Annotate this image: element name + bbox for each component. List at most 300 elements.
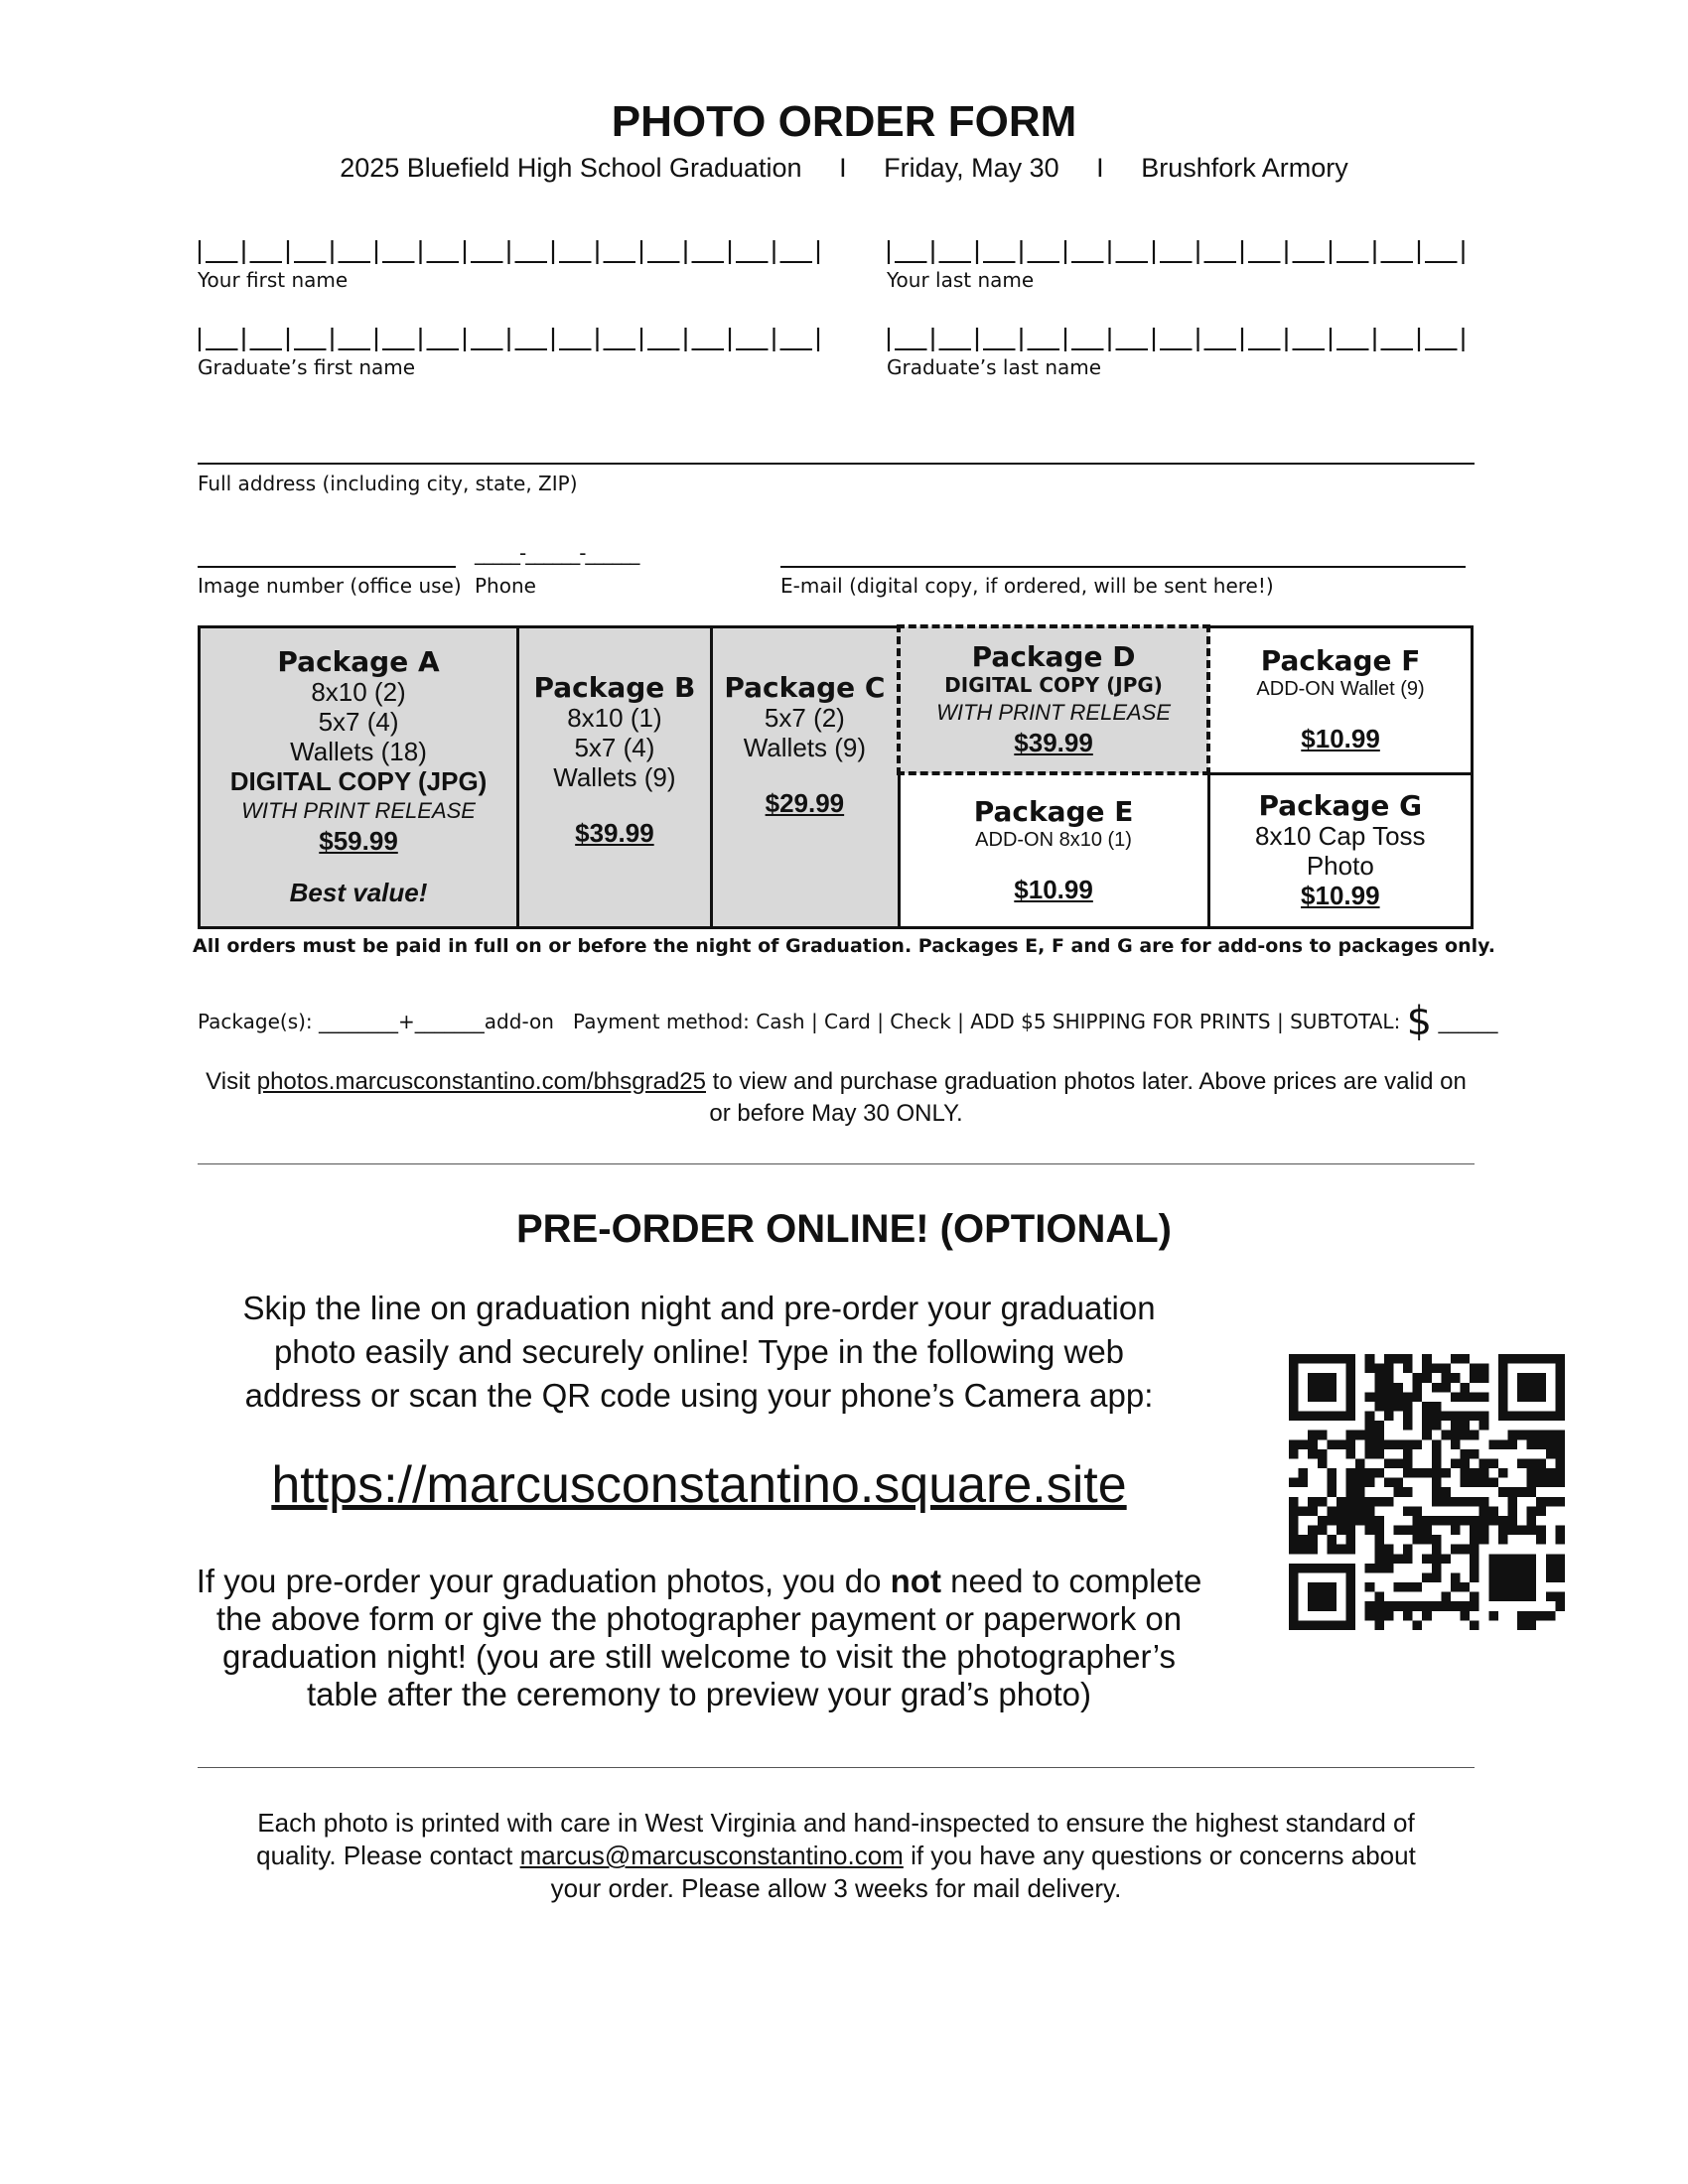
event-subtitle <box>0 153 1688 184</box>
qr-module <box>1365 1431 1375 1440</box>
qr-module <box>1365 1392 1375 1402</box>
qr-module <box>1393 1601 1403 1611</box>
package-f-item: ADD-ON Wallet (9) <box>1256 678 1425 701</box>
qr-module <box>1346 1564 1356 1630</box>
qr-module <box>1451 1601 1461 1611</box>
qr-module <box>1479 1478 1489 1488</box>
package-d-release: WITH PRINT RELEASE <box>936 700 1172 726</box>
qr-module <box>1422 1468 1432 1478</box>
qr-module <box>1327 1468 1336 1478</box>
qr-module <box>1365 1478 1375 1488</box>
qr-module <box>1403 1554 1413 1564</box>
package-item: 5x7 (2) <box>764 702 845 733</box>
footer-line: quality. Please contact <box>256 1841 513 1870</box>
qr-module <box>1422 1431 1432 1440</box>
grad-last-name-boxes[interactable] <box>887 326 1473 355</box>
qr-module <box>1403 1354 1413 1364</box>
qr-module <box>1546 1564 1556 1573</box>
qr-module <box>1318 1516 1328 1526</box>
qr-module <box>1527 1516 1537 1526</box>
qr-module <box>1461 1421 1471 1431</box>
package-blank[interactable]: ________ <box>319 1010 399 1033</box>
qr-module <box>1546 1572 1556 1582</box>
event-date: Friday, May 30 <box>884 153 1059 183</box>
qr-module <box>1441 1468 1451 1478</box>
qr-module <box>1289 1439 1299 1449</box>
qr-module <box>1536 1468 1546 1478</box>
qr-module <box>1479 1506 1489 1516</box>
qr-module <box>1517 1487 1527 1497</box>
qr-module <box>1536 1478 1546 1488</box>
qr-module <box>1365 1468 1375 1478</box>
dollar-sign: $ <box>1406 999 1433 1044</box>
plus-sign: + <box>398 1010 415 1033</box>
package-c-price: $29.99 <box>765 787 845 818</box>
contact-email-link[interactable]: marcus@marcusconstantino.com <box>519 1841 904 1870</box>
qr-module <box>1384 1458 1394 1468</box>
qr-module <box>1432 1535 1442 1545</box>
separator: I <box>839 153 847 183</box>
qr-module <box>1374 1545 1384 1555</box>
qr-module <box>1517 1373 1546 1402</box>
qr-module <box>1308 1506 1318 1516</box>
qr-module <box>1384 1354 1394 1364</box>
qr-module <box>1355 1497 1365 1507</box>
package-c-name: Package C <box>724 670 886 704</box>
body-text: need to complete <box>950 1563 1202 1599</box>
qr-module <box>1346 1516 1356 1526</box>
qr-module <box>1422 1572 1432 1582</box>
qr-module <box>1432 1545 1442 1555</box>
qr-module <box>1327 1545 1336 1555</box>
qr-module <box>1403 1449 1413 1459</box>
qr-module <box>1413 1383 1423 1393</box>
qr-module <box>1451 1412 1461 1422</box>
qr-module <box>1479 1497 1489 1507</box>
qr-module <box>1555 1458 1565 1468</box>
qr-module <box>1461 1545 1471 1555</box>
qr-module <box>1432 1497 1442 1507</box>
package-f-name: Package F <box>1260 644 1421 678</box>
visit-prefix: Visit <box>206 1068 251 1095</box>
qr-module <box>1422 1354 1432 1364</box>
footer-text <box>198 1807 1475 1905</box>
package-a-price: $59.99 <box>319 825 398 856</box>
qr-module <box>1470 1468 1479 1478</box>
qr-module <box>1384 1611 1394 1621</box>
package-e[interactable] <box>899 773 1208 927</box>
qr-module <box>1451 1516 1461 1526</box>
qr-module <box>1441 1431 1451 1440</box>
qr-module <box>1374 1554 1384 1564</box>
qr-module <box>1470 1431 1479 1440</box>
package-a-digital: DIGITAL COPY (JPG) <box>229 765 488 796</box>
qr-module <box>1289 1564 1299 1630</box>
qr-module <box>1546 1497 1556 1507</box>
qr-module <box>1555 1592 1565 1602</box>
qr-module <box>1346 1506 1356 1516</box>
qr-module <box>1517 1611 1527 1621</box>
qr-module <box>1461 1412 1471 1422</box>
event-name: 2025 Bluefield High School Graduation <box>340 153 802 183</box>
footer-line: if you have any questions or concerns about <box>911 1841 1416 1870</box>
best-value-tag: Best value! <box>289 877 428 907</box>
qr-module <box>1393 1582 1403 1592</box>
qr-module <box>1403 1392 1413 1402</box>
package-f[interactable] <box>1208 626 1472 773</box>
qr-module <box>1422 1373 1432 1383</box>
last-name-boxes[interactable] <box>887 238 1473 268</box>
qr-module <box>1318 1431 1328 1440</box>
packages-table <box>198 624 1474 929</box>
qr-module <box>1393 1526 1403 1536</box>
qr-module <box>1461 1611 1471 1621</box>
package-d-digital: DIGITAL COPY (JPG) <box>944 673 1163 698</box>
package-g-name: Package G <box>1258 788 1423 822</box>
image-number-label: Image number (office use) <box>198 574 462 598</box>
qr-module <box>1403 1611 1413 1621</box>
qr-module <box>1299 1468 1309 1478</box>
qr-module <box>1441 1412 1451 1422</box>
qr-module <box>1451 1421 1461 1431</box>
qr-module <box>1413 1506 1423 1516</box>
qr-module <box>1488 1506 1498 1516</box>
qr-module <box>1555 1572 1565 1582</box>
qr-module <box>1461 1383 1471 1393</box>
phone-field[interactable]: _____-______-______ <box>475 541 639 565</box>
qr-module <box>1384 1383 1394 1393</box>
qr-module <box>1555 1478 1565 1488</box>
qr-module <box>1308 1545 1318 1555</box>
qr-module <box>1498 1526 1508 1536</box>
qr-module <box>1536 1497 1546 1507</box>
qr-module <box>1441 1383 1451 1393</box>
package-d-name: Package D <box>971 640 1136 674</box>
qr-module <box>1470 1554 1479 1564</box>
qr-module <box>1413 1439 1423 1449</box>
qr-module <box>1365 1364 1375 1374</box>
qr-module <box>1289 1497 1299 1507</box>
package-g-item: 8x10 Cap Toss <box>1255 820 1426 851</box>
qr-module <box>1289 1449 1299 1459</box>
qr-module <box>1365 1421 1375 1431</box>
email-line[interactable] <box>780 566 1466 568</box>
addon-label: add-on <box>484 1010 554 1033</box>
last-name-label: Your last name <box>887 268 1035 292</box>
qr-module <box>1413 1582 1423 1592</box>
qr-module <box>1299 1535 1309 1545</box>
qr-module <box>1384 1478 1394 1488</box>
body-text: If you pre-order your graduation photos, you do <box>196 1563 882 1599</box>
package-b-name: Package B <box>533 670 696 704</box>
first-name-label: Your first name <box>198 268 349 292</box>
qr-module <box>1318 1497 1328 1507</box>
qr-module <box>1432 1478 1442 1488</box>
address-label: Full address (including city, state, ZIP) <box>198 472 578 495</box>
qr-module <box>1327 1506 1336 1516</box>
qr-module <box>1461 1431 1471 1440</box>
qr-module <box>1299 1506 1309 1516</box>
qr-module <box>1299 1439 1309 1449</box>
qr-module <box>1527 1506 1537 1516</box>
qr-module <box>1384 1601 1394 1611</box>
qr-module <box>1441 1487 1451 1497</box>
package-g-item: Photo <box>1306 850 1374 881</box>
qr-module <box>1432 1554 1442 1564</box>
qr-module <box>1374 1421 1384 1431</box>
qr-module <box>1527 1478 1537 1488</box>
qr-module <box>1546 1592 1556 1602</box>
intro-line: Skip the line on graduation night and pre-order your graduation <box>242 1290 1156 1326</box>
grad-first-name-label: Graduate’s first name <box>198 355 416 379</box>
qr-module <box>1289 1354 1299 1421</box>
qr-module <box>1498 1516 1508 1526</box>
qr-module <box>1451 1572 1461 1582</box>
qr-module <box>1336 1439 1346 1449</box>
event-venue: Brushfork Armory <box>1141 153 1348 183</box>
package-item: 5x7 (4) <box>318 706 399 737</box>
addon-blank[interactable]: _______ <box>414 1010 485 1033</box>
qr-module <box>1441 1601 1451 1611</box>
qr-module <box>1461 1468 1471 1478</box>
qr-module <box>1536 1431 1546 1440</box>
qr-module <box>1384 1392 1394 1402</box>
qr-module <box>1546 1431 1556 1440</box>
qr-module <box>1336 1516 1346 1526</box>
qr-module <box>1488 1516 1498 1526</box>
qr-module <box>1461 1354 1471 1364</box>
qr-module <box>1517 1526 1527 1536</box>
package-item: 8x10 (2) <box>311 676 406 707</box>
package-item: Wallets (9) <box>553 761 676 792</box>
qr-module <box>1346 1439 1356 1449</box>
visit-suffix: to view and purchase graduation photos later. Above prices are valid on or before May 30 ONLY. <box>709 1068 1467 1127</box>
qr-module <box>1432 1458 1442 1468</box>
package-g[interactable] <box>1208 773 1472 927</box>
qr-module <box>1479 1468 1489 1478</box>
qr-module <box>1308 1373 1336 1402</box>
qr-module <box>1374 1392 1384 1402</box>
qr-module <box>1318 1458 1328 1468</box>
qr-module <box>1346 1535 1356 1545</box>
qr-module <box>1327 1478 1336 1488</box>
qr-module <box>1432 1383 1442 1393</box>
qr-module <box>1527 1458 1537 1468</box>
qr-module <box>1451 1392 1461 1402</box>
qr-module <box>1470 1526 1479 1536</box>
qr-module <box>1546 1611 1556 1621</box>
qr-module <box>1479 1535 1489 1545</box>
qr-module <box>1536 1535 1546 1545</box>
body-text: the above form or give the photographer payment or paperwork on <box>215 1600 1183 1637</box>
qr-module <box>1374 1364 1384 1374</box>
qr-module <box>1308 1497 1318 1507</box>
qr-module <box>1374 1601 1384 1611</box>
qr-module <box>1403 1487 1413 1497</box>
package-a[interactable] <box>200 626 518 928</box>
divider <box>198 1767 1475 1768</box>
qr-module <box>1546 1554 1556 1564</box>
qr-module <box>1470 1545 1479 1555</box>
gallery-link[interactable]: photos.marcusconstantino.com/bhsgrad25 <box>256 1068 706 1095</box>
qr-module <box>1507 1506 1517 1516</box>
qr-module <box>1413 1392 1423 1402</box>
preorder-body <box>173 1563 1225 1713</box>
qr-module <box>1527 1487 1537 1497</box>
qr-module <box>1365 1506 1375 1516</box>
qr-module <box>1432 1564 1442 1573</box>
qr-module <box>1384 1564 1394 1573</box>
qr-module <box>1461 1497 1471 1507</box>
qr-module <box>1422 1412 1432 1422</box>
qr-module <box>1479 1364 1489 1374</box>
package-b[interactable] <box>518 626 712 928</box>
qr-module <box>1488 1478 1498 1488</box>
qr-module <box>1374 1373 1384 1383</box>
preorder-heading: PRE-ORDER ONLINE! (OPTIONAL) <box>516 1207 1172 1251</box>
qr-module <box>1327 1487 1336 1497</box>
qr-module <box>1432 1487 1442 1497</box>
qr-module <box>1479 1412 1489 1422</box>
qr-module <box>1327 1439 1336 1449</box>
phone-label: Phone <box>475 574 536 598</box>
qr-module <box>1365 1582 1375 1592</box>
qr-module <box>1355 1431 1365 1440</box>
address-line[interactable] <box>198 463 1475 465</box>
qr-module <box>1365 1439 1375 1449</box>
package-e-name: Package E <box>973 795 1134 829</box>
qr-module <box>1355 1478 1365 1488</box>
qr-module <box>1479 1526 1489 1536</box>
qr-module <box>1555 1439 1565 1449</box>
qr-module <box>1527 1620 1537 1630</box>
qr-module <box>1346 1487 1356 1497</box>
qr-module <box>1555 1526 1565 1536</box>
qr-module <box>1527 1526 1537 1536</box>
first-name-boxes[interactable] <box>198 238 833 268</box>
qr-module <box>1355 1487 1365 1497</box>
qr-module <box>1384 1439 1394 1449</box>
qr-module <box>1498 1354 1565 1364</box>
qr-module <box>1308 1431 1318 1440</box>
qr-module <box>1403 1458 1413 1468</box>
qr-module <box>1555 1468 1565 1478</box>
package-f-price: $10.99 <box>1301 724 1380 754</box>
qr-module <box>1432 1364 1442 1374</box>
package-item: Wallets (18) <box>290 736 427 766</box>
image-number-line[interactable] <box>198 566 456 568</box>
qr-module <box>1498 1412 1565 1422</box>
preorder-url[interactable]: https://marcusconstantino.square.site <box>271 1456 1127 1514</box>
qr-module <box>1365 1449 1375 1459</box>
qr-module <box>1393 1554 1403 1564</box>
qr-module <box>1346 1468 1356 1478</box>
qr-module <box>1393 1392 1403 1402</box>
qr-module <box>1374 1383 1384 1393</box>
qr-module <box>1365 1564 1375 1573</box>
package-a-name: Package A <box>277 644 440 678</box>
qr-module <box>1536 1526 1546 1536</box>
qr-module <box>1374 1497 1384 1507</box>
qr-module <box>1461 1392 1471 1402</box>
qr-module <box>1422 1601 1432 1611</box>
qr-module <box>1479 1392 1489 1402</box>
qr-module <box>1355 1468 1365 1478</box>
subtotal-blank[interactable]: ______ <box>1438 1010 1498 1033</box>
package-d-price: $39.99 <box>1014 728 1093 758</box>
qr-module <box>1441 1554 1451 1564</box>
qr-module <box>1413 1620 1423 1630</box>
qr-module <box>1365 1412 1375 1422</box>
qr-module <box>1346 1449 1356 1459</box>
qr-module <box>1422 1516 1432 1526</box>
qr-module <box>1470 1564 1479 1573</box>
qr-module <box>1384 1554 1394 1564</box>
qr-module <box>1346 1545 1356 1555</box>
qr-module <box>1451 1526 1461 1536</box>
qr-module <box>1299 1478 1309 1488</box>
qr-module <box>1527 1439 1537 1449</box>
qr-module <box>1365 1497 1375 1507</box>
qr-module <box>1498 1354 1508 1421</box>
qr-module <box>1498 1468 1508 1478</box>
qr-module <box>1336 1526 1346 1536</box>
qr-module <box>1374 1431 1384 1440</box>
qr-module <box>1346 1431 1356 1440</box>
qr-module <box>1355 1516 1365 1526</box>
qr-module <box>1441 1516 1451 1526</box>
qr-module <box>1470 1392 1479 1402</box>
qr-module <box>1517 1431 1527 1440</box>
package-a-release: WITH PRINT RELEASE <box>241 797 476 823</box>
qr-module <box>1336 1545 1346 1555</box>
package-item: 8x10 (1) <box>567 702 662 733</box>
qr-module <box>1403 1601 1413 1611</box>
qr-module <box>1441 1592 1451 1602</box>
qr-module <box>1470 1516 1479 1526</box>
qr-module <box>1461 1582 1471 1592</box>
qr-module <box>1403 1545 1413 1555</box>
package-c[interactable] <box>711 626 899 928</box>
qr-module <box>1346 1526 1356 1536</box>
qr-module <box>1355 1506 1365 1516</box>
qr-module <box>1403 1402 1413 1412</box>
qr-module <box>1374 1564 1384 1573</box>
qr-module <box>1384 1497 1394 1507</box>
qr-module <box>1527 1554 1537 1601</box>
package-d[interactable] <box>899 626 1208 773</box>
qr-module <box>1374 1468 1384 1478</box>
package-g-price: $10.99 <box>1301 880 1380 910</box>
qr-module <box>1403 1582 1413 1592</box>
qr-module <box>1384 1412 1394 1422</box>
qr-module <box>1451 1373 1461 1383</box>
qr-module <box>1346 1497 1356 1507</box>
qr-module <box>1555 1449 1565 1459</box>
qr-module <box>1479 1373 1489 1383</box>
qr-code-icon[interactable] <box>1289 1354 1565 1630</box>
qr-module <box>1441 1364 1451 1374</box>
qr-module <box>1488 1458 1498 1468</box>
qr-module <box>1365 1354 1375 1364</box>
qr-module <box>1374 1516 1384 1526</box>
qr-module <box>1413 1373 1423 1383</box>
package-e-price: $10.99 <box>1014 875 1093 905</box>
grad-first-name-boxes[interactable] <box>198 326 833 355</box>
qr-module <box>1441 1497 1451 1507</box>
qr-module <box>1384 1545 1394 1555</box>
qr-module <box>1432 1439 1442 1449</box>
